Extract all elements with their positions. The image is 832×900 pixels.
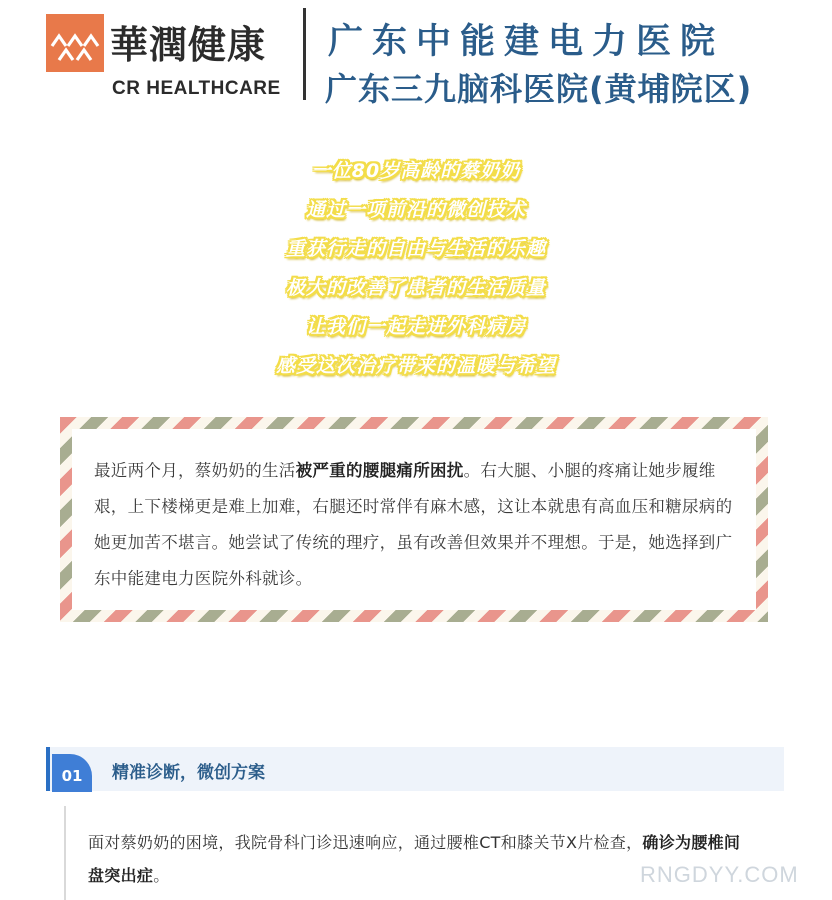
story-card-body bbox=[72, 429, 756, 610]
section-text: 。 bbox=[153, 866, 170, 885]
story-card bbox=[60, 417, 768, 622]
brand-name-cn: 華潤健康 bbox=[110, 22, 267, 67]
story-text: 。右大腿、小腿的疼痛让她步履维艰，上下楼梯更是难上加难，右腿还时常伴有麻木感，这让本就患有高血压和糖尿病的她更加苦不堪言。她尝试了传统的理疗，虽有改善但效果并不理想。于是，她选择到广东中能建电力医院外科就诊。 bbox=[94, 461, 733, 588]
story-highlight: 被严重的腰腿痛所困扰 bbox=[295, 461, 464, 480]
story-paragraph bbox=[94, 453, 734, 597]
intro-line: 感受这次治疗带来的温暖与希望 bbox=[275, 355, 556, 377]
section-rule bbox=[64, 806, 66, 900]
cr-logo-icon bbox=[46, 14, 104, 72]
intro-line: 极大的改善了患者的生活质量 bbox=[285, 277, 546, 299]
section-number-badge: 01 bbox=[52, 754, 92, 792]
intro-line: 通过一项前沿的微创技术 bbox=[305, 199, 526, 221]
hospital-name-1: 广东中能建电力医院 bbox=[328, 22, 725, 62]
section-accent bbox=[46, 747, 50, 791]
section-text: 面对蔡奶奶的困境，我院骨科门诊迅速响应，通过腰椎CT和膝关节X片检查， bbox=[88, 833, 643, 852]
hospital-name-2: 广东三九脑科医院(黄埔院区) bbox=[325, 70, 753, 108]
watermark: RNGDYY.COM bbox=[640, 862, 799, 887]
intro-line: 让我们一起走进外科病房 bbox=[305, 316, 526, 338]
story-text: 最近两个月，蔡奶奶的生活 bbox=[94, 461, 296, 480]
section-title: 精准诊断，微创方案 bbox=[112, 763, 265, 783]
section-highlight: 确诊为腰椎间盘突出症 bbox=[88, 833, 741, 885]
intro-block bbox=[0, 152, 832, 386]
header-divider bbox=[303, 8, 306, 100]
intro-line: 重获行走的自由与生活的乐趣 bbox=[285, 238, 546, 260]
intro-line: 一位80岁高龄的蔡奶奶 bbox=[311, 160, 521, 182]
brand-name-en: CR HEALTHCARE bbox=[112, 78, 281, 99]
page-header bbox=[0, 0, 832, 110]
